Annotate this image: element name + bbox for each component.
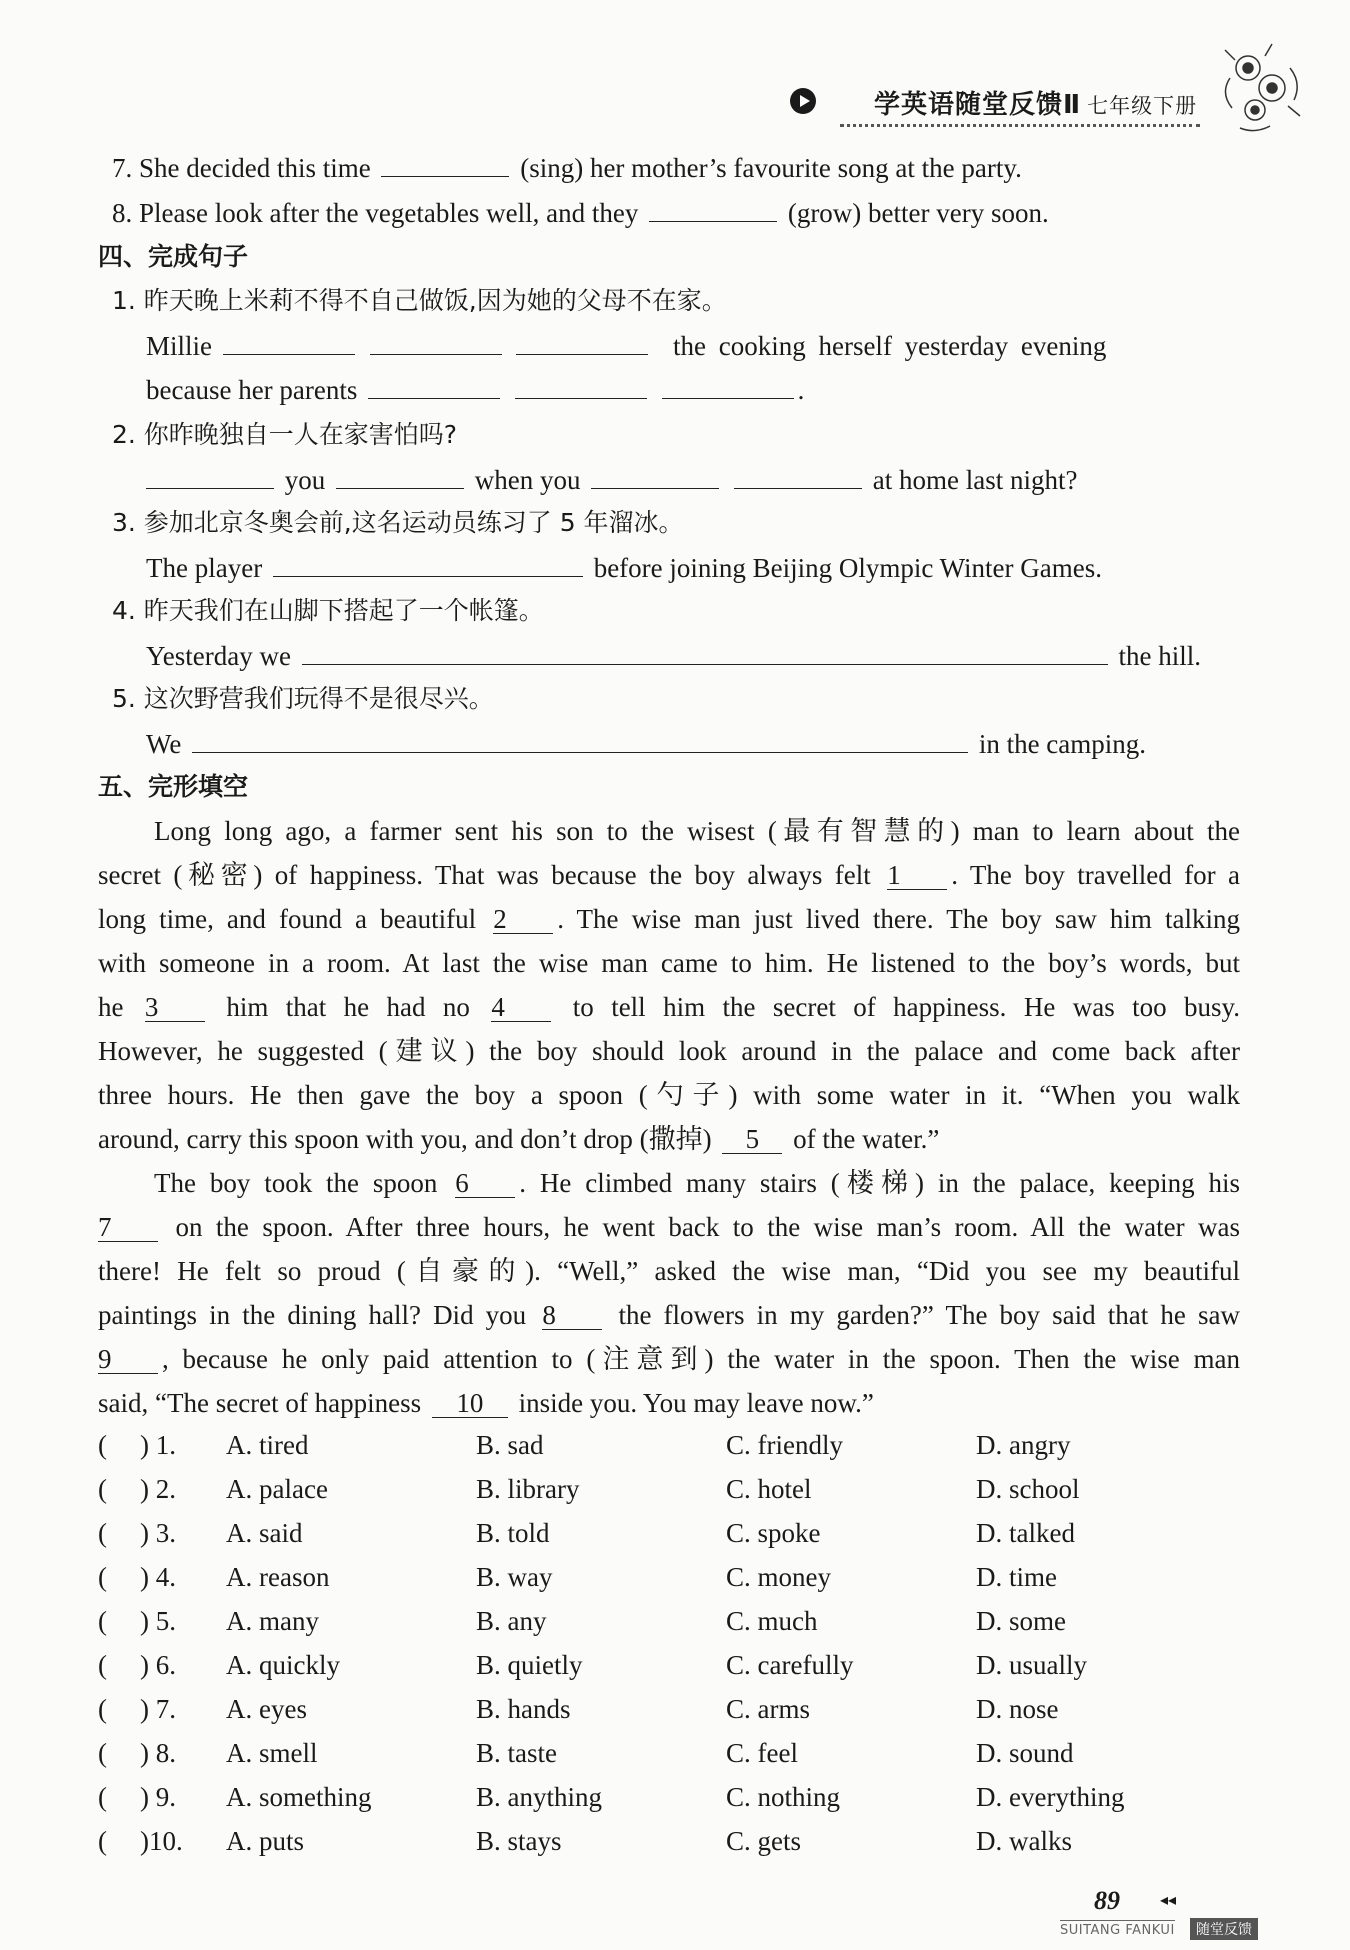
option-row [98, 1606, 1248, 1646]
q1-en-c: because her parents [146, 375, 358, 405]
cloze-p1-line6: However, he suggested (建议) the boy should look around in the palace and come back after [98, 1036, 1240, 1066]
cloze-p1-line7: three hours. He then gave the boy a spoon (勺子) with some water in it. “When you walk [98, 1080, 1240, 1110]
section-title-part4: 四、完成句子 [98, 242, 249, 271]
option-d: D. usually [976, 1650, 1087, 1680]
header-book-title: 学英语随堂反馈Ⅱ [874, 90, 1082, 120]
q8-text: 8. Please look after the vegetables well, and they [112, 198, 639, 228]
option-number: ) 9. [140, 1782, 176, 1812]
header-dotted-rule [840, 124, 1200, 127]
cloze-p2-line4 [98, 1298, 1240, 1332]
cloze-blank-1[interactable]: 1 [887, 861, 947, 890]
option-a: A. smell [226, 1738, 318, 1768]
cloze-text: on the spoon. After three hours, he went back to the wise man’s room. All the water was [175, 1212, 1241, 1242]
option-b: B. told [476, 1518, 550, 1548]
option-a: A. palace [226, 1474, 328, 1504]
cloze-text: inside you. You may leave now.” [518, 1388, 874, 1418]
cloze-text: of the water.” [793, 1124, 940, 1154]
answer-paren-open[interactable]: ( [98, 1650, 107, 1680]
option-d: D. some [976, 1606, 1066, 1636]
answer-paren-open[interactable]: ( [98, 1474, 107, 1504]
cloze-text: him that he had no [226, 992, 470, 1022]
q5-blank[interactable] [192, 726, 968, 753]
option-d: D. school [976, 1474, 1080, 1504]
option-b: B. library [476, 1474, 580, 1504]
answer-paren-open[interactable]: ( [98, 1694, 107, 1724]
option-row [98, 1782, 1248, 1822]
option-c: C. money [726, 1562, 831, 1592]
option-row [98, 1474, 1248, 1514]
cloze-text: . The boy travelled for a [951, 860, 1241, 890]
part4-q4-english [146, 638, 1201, 673]
answer-paren-open[interactable]: ( [98, 1606, 107, 1636]
cloze-text: . The wise man just lived there. The boy saw him talking [557, 904, 1241, 934]
cloze-p2-line6 [98, 1386, 874, 1420]
option-c: C. friendly [726, 1430, 843, 1460]
option-row [98, 1826, 1248, 1866]
cloze-p1-line8 [98, 1122, 939, 1156]
option-number: ) 2. [140, 1474, 176, 1504]
q2-blank-3[interactable] [591, 462, 719, 489]
option-b: B. hands [476, 1694, 571, 1724]
q5-en-a: We [146, 729, 182, 759]
cloze-p1-line2 [98, 858, 1240, 892]
option-c: C. carefully [726, 1650, 854, 1680]
option-number: ) 6. [140, 1650, 176, 1680]
part4-q2-english [146, 462, 1077, 497]
q1-en-a: Millie [146, 331, 212, 361]
cloze-blank-2[interactable]: 2 [493, 905, 553, 934]
option-d: D. sound [976, 1738, 1074, 1768]
part4-q2-chinese: 2. 你昨晚独自一人在家害怕吗? [112, 420, 458, 449]
q2-en-b: when you [474, 465, 581, 495]
option-c: C. gets [726, 1826, 802, 1856]
answer-paren-open[interactable]: ( [98, 1738, 107, 1768]
option-a: A. said [226, 1518, 303, 1548]
cloze-text: said, “The secret of happiness [98, 1388, 422, 1418]
option-row [98, 1694, 1248, 1734]
part4-q1-chinese: 1. 昨天晚上米莉不得不自己做饭,因为她的父母不在家。 [112, 286, 727, 315]
option-number: ) 4. [140, 1562, 176, 1592]
cloze-p1-line4: with someone in a room. At last the wise man came to him. He listened to the boy’s words, but [98, 948, 1240, 978]
footer-brand-bar [1060, 1920, 1260, 1940]
part3-question-7 [112, 150, 1022, 185]
q2-en-c: at home last night? [872, 465, 1078, 495]
arrow-left-icon: ◂◂ [1160, 1892, 1177, 1909]
cloze-blank-6[interactable]: 6 [455, 1169, 515, 1198]
part3-question-8 [112, 195, 1049, 230]
option-row [98, 1518, 1248, 1558]
option-d: D. walks [976, 1826, 1072, 1856]
flower-decoration-icon [1210, 38, 1310, 138]
footer-brand: SUITANG FANKUI [1060, 1920, 1175, 1938]
cloze-text: the flowers in my garden?” The boy said that he saw [618, 1300, 1240, 1330]
cloze-blank-7[interactable]: 7 [98, 1213, 158, 1242]
section-title-part5: 五、完形填空 [98, 772, 249, 801]
option-d: D. talked [976, 1518, 1075, 1548]
option-a: A. quickly [226, 1650, 340, 1680]
cloze-text: paintings in the dining hall? Did you [98, 1300, 527, 1330]
answer-paren-open[interactable]: ( [98, 1518, 107, 1548]
part4-q5-chinese: 5. 这次野营我们玩得不是很尽兴。 [112, 684, 494, 713]
option-a: A. puts [226, 1826, 305, 1856]
option-number: ) 5. [140, 1606, 176, 1636]
q2-blank-4[interactable] [734, 462, 862, 489]
cloze-text: he [98, 992, 124, 1022]
q7-hint: (sing) her mother’s favourite song at the party. [520, 153, 1022, 183]
answer-paren-open[interactable]: ( [98, 1430, 107, 1460]
option-c: C. much [726, 1606, 818, 1636]
q4-blank[interactable] [302, 638, 1108, 665]
cloze-p1-line3 [98, 902, 1240, 936]
part4-q3-english [146, 550, 1102, 585]
q3-en-b: before joining Beijing Olympic Winter Games. [593, 553, 1102, 583]
q1-blank-4[interactable] [368, 372, 500, 399]
cloze-blank-9[interactable]: 9 [98, 1345, 158, 1374]
q1-blank-1[interactable] [223, 328, 355, 355]
part4-q3-chinese: 3. 参加北京冬奥会前,这名运动员练习了 5 年溜冰。 [112, 508, 684, 537]
option-number: )10. [140, 1826, 183, 1856]
option-a: A. something [226, 1782, 372, 1812]
option-number: ) 3. [140, 1518, 176, 1548]
q2-blank-2[interactable] [336, 462, 464, 489]
q3-en-a: The player [146, 553, 263, 583]
option-c: C. nothing [726, 1782, 841, 1812]
part4-q1-english-line1 [146, 328, 1106, 363]
page-header [790, 78, 1210, 128]
cloze-text: secret (秘密) of happiness. That was because the boy always felt [98, 860, 871, 890]
option-c: C. feel [726, 1738, 798, 1768]
option-b: B. sad [476, 1430, 544, 1460]
option-row [98, 1650, 1248, 1690]
option-number: ) 8. [140, 1738, 176, 1768]
q2-blank-1[interactable] [146, 462, 274, 489]
q2-en-a: you [284, 465, 326, 495]
option-c: C. hotel [726, 1474, 812, 1504]
option-row [98, 1738, 1248, 1778]
option-b: B. quietly [476, 1650, 583, 1680]
q4-en-a: Yesterday we [146, 641, 291, 671]
answer-paren-open[interactable]: ( [98, 1782, 107, 1812]
play-icon [790, 88, 816, 114]
option-number: ) 7. [140, 1694, 176, 1724]
cloze-blank-10[interactable]: 10 [432, 1389, 508, 1418]
q5-en-b: in the camping. [978, 729, 1147, 759]
footer-badge: 随堂反馈 [1190, 1918, 1258, 1940]
option-c: C. spoke [726, 1518, 821, 1548]
q1-en-d: . [797, 375, 805, 405]
q1-blank-3[interactable] [516, 328, 648, 355]
option-d: D. angry [976, 1430, 1071, 1460]
q1-blank-5[interactable] [515, 372, 647, 399]
q1-en-b: the cooking herself yesterday evening [673, 331, 1107, 361]
cloze-blank-3[interactable]: 3 [145, 993, 205, 1022]
part4-q1-english-line2 [146, 372, 804, 407]
option-b: B. stays [476, 1826, 562, 1856]
option-a: A. reason [226, 1562, 330, 1592]
cloze-p1-line1: Long long ago, a farmer sent his son to the wisest (最有智慧的) man to learn about the [154, 816, 1240, 846]
option-number: ) 1. [140, 1430, 176, 1460]
part4-q4-chinese: 4. 昨天我们在山脚下搭起了一个帐篷。 [112, 596, 544, 625]
cloze-p2-line1 [154, 1166, 1240, 1200]
header-grade: 七年级下册 [1087, 94, 1198, 118]
cloze-text: , because he only paid attention to (注意到) the water in the spoon. Then the wise man [162, 1344, 1240, 1374]
q7-text: 7. She decided this time [112, 153, 371, 183]
option-d: D. nose [976, 1694, 1059, 1724]
header-title [874, 84, 1197, 121]
cloze-blank-8[interactable]: 8 [542, 1301, 602, 1330]
q7-blank[interactable] [381, 150, 509, 177]
option-row [98, 1430, 1248, 1470]
cloze-text: . He climbed many stairs (楼梯) in the palace, keeping his [519, 1168, 1240, 1198]
q1-blank-2[interactable] [370, 328, 502, 355]
option-b: B. way [476, 1562, 553, 1592]
cloze-p2-line3: there! He felt so proud (自豪的). “Well,” asked the wise man, “Did you see my beautiful [98, 1256, 1240, 1286]
page-number: 89 [1094, 1886, 1120, 1915]
cloze-text: to tell him the secret of happiness. He was too busy. [572, 992, 1241, 1022]
cloze-p2-line2 [98, 1210, 1240, 1244]
option-d: D. everything [976, 1782, 1125, 1812]
cloze-text: long time, and found a beautiful [98, 904, 477, 934]
q8-blank[interactable] [649, 195, 777, 222]
answer-paren-open[interactable]: ( [98, 1826, 107, 1856]
q4-en-b: the hill. [1118, 641, 1201, 671]
cloze-blank-4[interactable]: 4 [491, 993, 551, 1022]
q1-blank-6[interactable] [662, 372, 794, 399]
option-c: C. arms [726, 1694, 810, 1724]
option-b: B. taste [476, 1738, 557, 1768]
option-row [98, 1562, 1248, 1602]
cloze-text: around, carry this spoon with you, and don’t drop (撒掉) [98, 1124, 712, 1154]
q3-blank[interactable] [273, 550, 583, 577]
option-a: A. tired [226, 1430, 309, 1460]
cloze-blank-5[interactable]: 5 [722, 1125, 782, 1154]
option-a: A. eyes [226, 1694, 307, 1724]
cloze-p2-line5 [98, 1342, 1240, 1376]
option-b: B. any [476, 1606, 547, 1636]
option-a: A. many [226, 1606, 319, 1636]
option-b: B. anything [476, 1782, 602, 1812]
q8-hint: (grow) better very soon. [787, 198, 1049, 228]
answer-paren-open[interactable]: ( [98, 1562, 107, 1592]
cloze-p1-line5 [98, 990, 1240, 1024]
option-d: D. time [976, 1562, 1057, 1592]
cloze-text: The boy took the spoon [154, 1168, 438, 1198]
part4-q5-english [146, 726, 1146, 761]
